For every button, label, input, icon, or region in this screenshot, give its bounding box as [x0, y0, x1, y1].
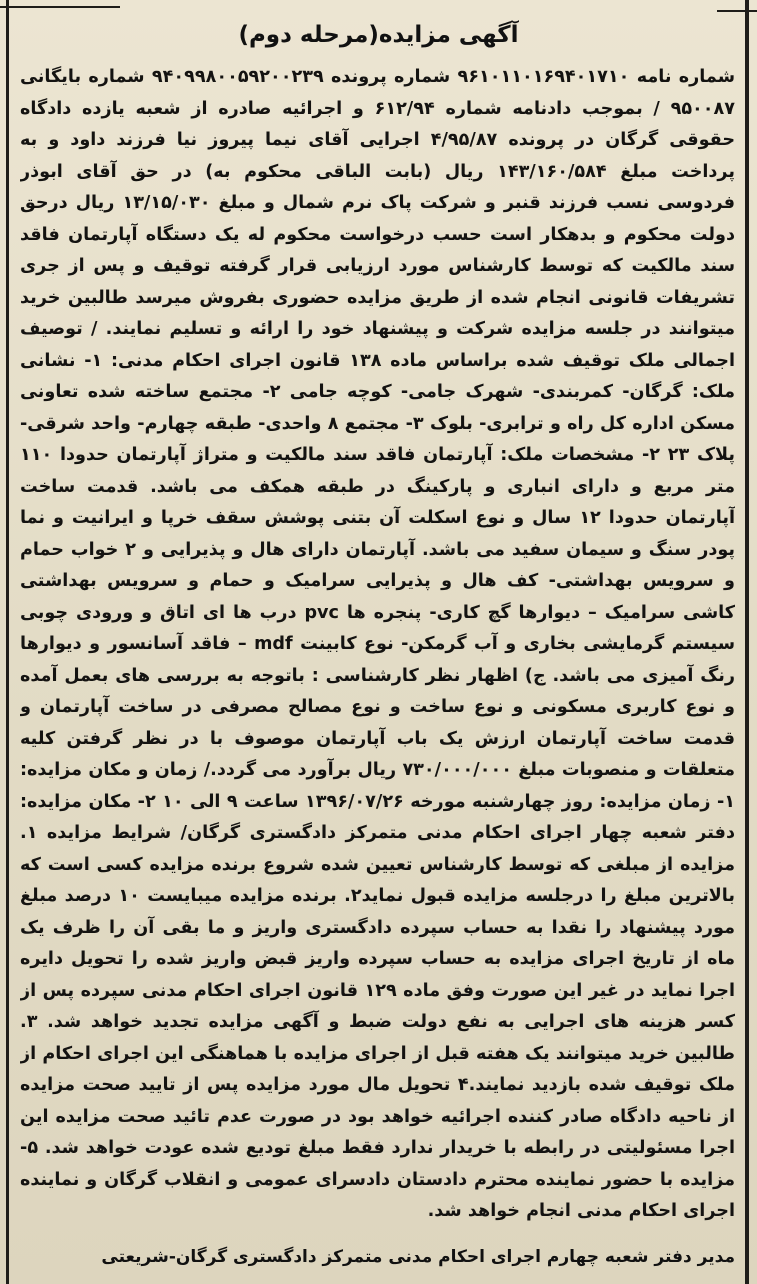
top-border-line-right	[717, 10, 757, 12]
top-border-line	[0, 6, 120, 8]
notice-body: شماره نامه ۹۶۱۰۱۱۰۱۶۹۴۰۱۷۱۰ شماره پرونده ۹۴۰۹۹۸۰۰۵۹۲۰۰۲۳۹ شماره بایگانی ۹۵۰۰۸۷ / بموجب دادنامه شماره ۶۱۲/۹۴ و اجرائیه صادره از شعبه یازده دادگاه حقوقی گرگان در پرونده ۴/۹۵/۸۷ اجرایی آقای نیما پیروز نیا فرزند داود و به پرداخت مبلغ ۱۴۳/۱۶۰/۵۸۴ ریال (بابت الباقی محکوم به) در حق آقای ابوذر فردوسی نسب فرزند قنبر و شرکت پاک نرم شمال و مبلغ ۱۳/۱۵/۰۳۰ ریال درحق دولت محکوم و بدهکار است حسب درخواست محکوم له یک دستگاه آپارتمان فاقد سند مالکیت که توسط کارشناس مورد ارزیابی قرار گرفته توقیف و پس از جری تشریفات قانونی انجام شده از طریق مزایده حضوری بفروش میرسد طالبین خرید میتوانند در جلسه مزایده شرکت و پیشنهاد خود را ارائه و تسلیم نمایند. / توصیف اجمالی ملک توقیف شده براساس ماده ۱۳۸ قانون اجرای احکام مدنی: ۱- نشانی ملک: گرگان- کمربندی- شهرک جامی- کوچه جامی ۲- مجتمع ساخته شده تعاونی مسکن اداره کل راه و ترابری- بلوک ۳- مجتمع ۸ واحدی- طبقه چهارم- واحد شرقی- پلاک ۲۳ ۲- مشخصات ملک: آپارتمان فاقد سند مالکیت و متراژ آپارتمان حدودا ۱۱۰ متر مربع و دارای انباری و پارکینگ در طبقه همکف می باشد. قدمت ساخت آپارتمان حدودا ۱۲ سال و نوع اسکلت آن بتنی پوشش سقف خرپا و ایرانیت و نما پودر سنگ و سیمان سفید می باشد. آپارتمان دارای هال و پذیرایی و ۲ خواب حمام و سرویس بهداشتی- کف هال و پذیرایی سرامیک و حمام و سرویس بهداشتی کاشی سرامیک – دیوارها گچ کاری- پنجره ها pvc درب ها ای اتاق و ورودی چوبی سیستم گرمایشی بخاری و آب گرمکن- نوع کابینت mdf – فاقد آسانسور و دیوارها رنگ آمیزی می باشد. ج) اظهار نظر کارشناسی : باتوجه به بررسی های بعمل آمده و نوع کاربری مسکونی و نوع ساخت و نوع مصالح مصرفی در ساخت آپارتمان و قدمت ساخت آپارتمان ارزش یک باب آپارتمان موصوف با در نظر گرفتن کلیه متعلقات و منصوبات مبلغ ۷۳۰/۰۰۰/۰۰۰ ریال برآورد می گردد./ زمان و مکان مزایده: ۱- زمان مزایده: روز چهارشنبه مورخه ۱۳۹۶/۰۷/۲۶ ساعت ۹ الی ۱۰ ۲- مکان مزایده: دفتر شعبه چهار اجرای احکام مدنی متمرکز دادگستری گرگان/ شرایط مزایده ۱. مزایده از مبلغی که توسط کارشناس تعیین شده شروع برنده مزایده کسی است که بالاترین مبلغ را درجلسه مزایده قبول نماید۲. برنده مزایده میبایست ۱۰ درصد مبلغ مورد پیشنهاد را نقدا به حساب سپرده دادگستری واریز و ما بقی آن را ظرف یک ماه از تاریخ اجرای مزایده به حساب سپرده واریز قبض واریز شده را تحویل دایره اجرا نماید در غیر این صورت وفق ماده ۱۲۹ قانون اجرای احکام مدنی سپرده پس از کسر هزینه های اجرایی به نفع دولت ضبط و آگهی مزایده تجدید خواهد شد. ۳. طالبین خرید میتوانند یک هفته قبل از اجرای مزایده با هماهنگی این اجرای احکام از ملک توقیف شده بازدید نمایند.۴ تحویل مال مورد مزایده پس از تایید صحت مزایده از ناحیه دادگاه صادر کننده اجرائیه خواهد بود در صورت عدم تائید صحت مزایده این اجرا مسئولیتی در رابطه با خریدار ندارد فقط مبلغ تودیع شده عودت خواهد شد. ۵- مزایده با حضور نماینده محترم دادستان دادسرای عمومی و انقلاب گرگان و نماینده اجرای احکام مدنی انجام خواهد شد.	[20, 67, 735, 1221]
notice-signature: مدیر دفتر شعبه چهارم اجرای احکام مدنی متمرکز دادگستری گرگان-شریعتی	[101, 1247, 735, 1267]
notice-title: آگهی مزایده(مرحله دوم)	[238, 22, 519, 48]
left-border-line	[6, 0, 9, 1284]
right-border-line	[745, 0, 749, 1284]
